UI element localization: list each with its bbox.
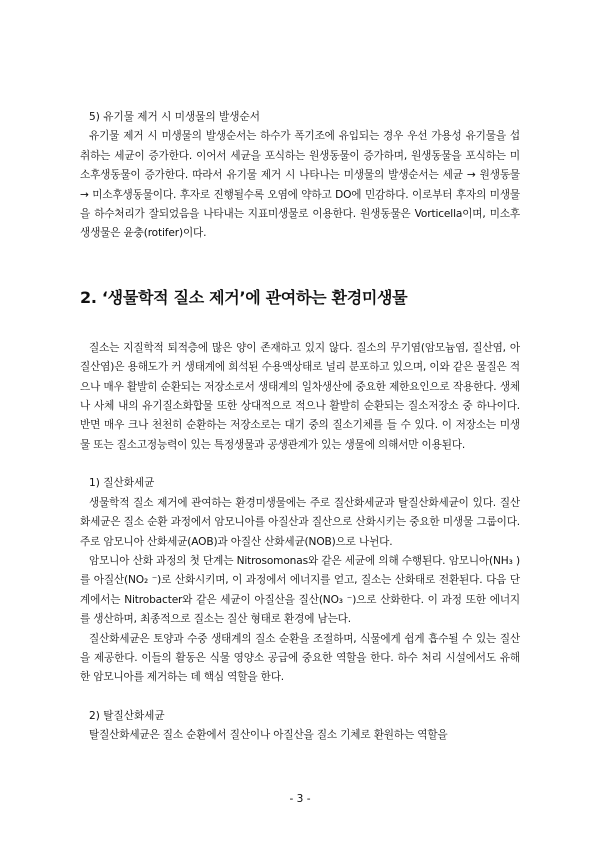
section-title: 2. ‘생물학적 질소 제거’에 관여하는 환경미생물: [80, 287, 408, 307]
spacer: [80, 688, 520, 707]
page-number: - 3 -: [289, 793, 311, 805]
spacer: [80, 455, 520, 474]
subsection-heading-5: 5) 유기물 제거 시 미생물의 발생순서: [89, 111, 260, 123]
paragraph-denitrifying-intro: 탈질산화세균은 질소 순환에서 질산이나 아질산을 질소 기체로 환원하는 역할을: [89, 729, 448, 742]
paragraph-nitrogen-reservoirs: 질소는 지질학적 퇴적층에 많은 양이 존재하고 있지 않다. 질소의 무기염(암모늄염, 질산염, 아질산염)은 용해도가 커 생태계에 희석된 수용액상태로 널리 분포하고 있으며, 이와 같은 물질은 적으나 매우 활발히 순환되는 저장소로서 생태계의 일차생산에 중요한 제한요인으로 작용한다. 생체나 사체 내의 유기질소화합물 또한 상대적으로 적으나 활발히 순환되는 질소저장소 중 하나이다. 반면 매우 크나 천천히 순환하는 저장소로는 대기 중의 질소기체를 들 수 있다. 이 저장소는 미생물 또는 질소고정능력이 있는 특정생물과 공생관계가 있는 생물에 의해서만 이용된다.: [80, 341, 520, 451]
subsection-heading-nitrifying: 1) 질산화세균: [89, 477, 155, 490]
spacer: [80, 309, 520, 333]
page-body: [80, 108, 520, 746]
spacer: [80, 268, 520, 287]
paragraph-nitrifying-role: 질산화세균은 토양과 수중 생태계의 질소 순환을 조절하며, 식물에게 쉽게 흡수될 수 있는 질산을 제공한다. 이들의 활동은 식물 영양소 공급에 중요한 역할을 한다. 하수 처리 시설에서도 유해한 암모니아를 제거하는 데 핵심 역할을 한다.: [80, 632, 520, 684]
spacer: [80, 244, 520, 268]
paragraph-microbe-succession: 유기물 제거 시 미생물의 발생순서는 하수가 폭기조에 유입되는 경우 우선 가용성 유기물을 섭취하는 세균이 증가한다. 이어서 세균을 포식하는 원생동물이 증가하며, 원생동물을 포식하는 미소후생동물이 증가한다. 따라서 유기물 제거 시 나타나는 미생물의 발생순서는 세균 → 원생동물 → 미소후생동물이다. 후자로 진행될수록 오염에 약하고 DO에 민감하다. 이로부터 후자의 미생물을 하수처리가 잘되었음을 나타내는 지표미생물로 이용한다. 원생동물은 Vorticella이며, 미소후생생물은 윤충(rotifer)이다.: [80, 130, 520, 240]
paragraph-nitrifying-intro: 생물학적 질소 제거에 관여하는 환경미생물에는 주로 질산화세균과 탈질산화세균이 있다. 질산화세균은 질소 순환 과정에서 암모니아를 아질산과 질산으로 산화시키는 중요한 미생물 그룹이다. 주로 암모니아 산화세균(AOB)과 아질산 산화세균(NOB)으로 나뉜다.: [80, 496, 520, 548]
paragraph-nitrifying-process: 암모니아 산화 과정의 첫 단계는 Nitrosomonas와 같은 세균에 의해 수행된다. 암모니아(NH₃ )를 아질산(NO₂ ⁻)로 산화시키며, 이 과정에서 에너지를 얻고, 질소는 산화태로 전환된다. 다음 단계에서는 Nitrobacter와 같은 세균이 아질산을 질산(NO₃ ⁻)으로 산화한다. 이 과정 또한 에너지를 생산하며, 최종적으로 질소는 질산 형태로 환경에 남는다.: [80, 554, 520, 626]
subsection-heading-denitrifying: 2) 탈질산화세균: [89, 709, 165, 722]
